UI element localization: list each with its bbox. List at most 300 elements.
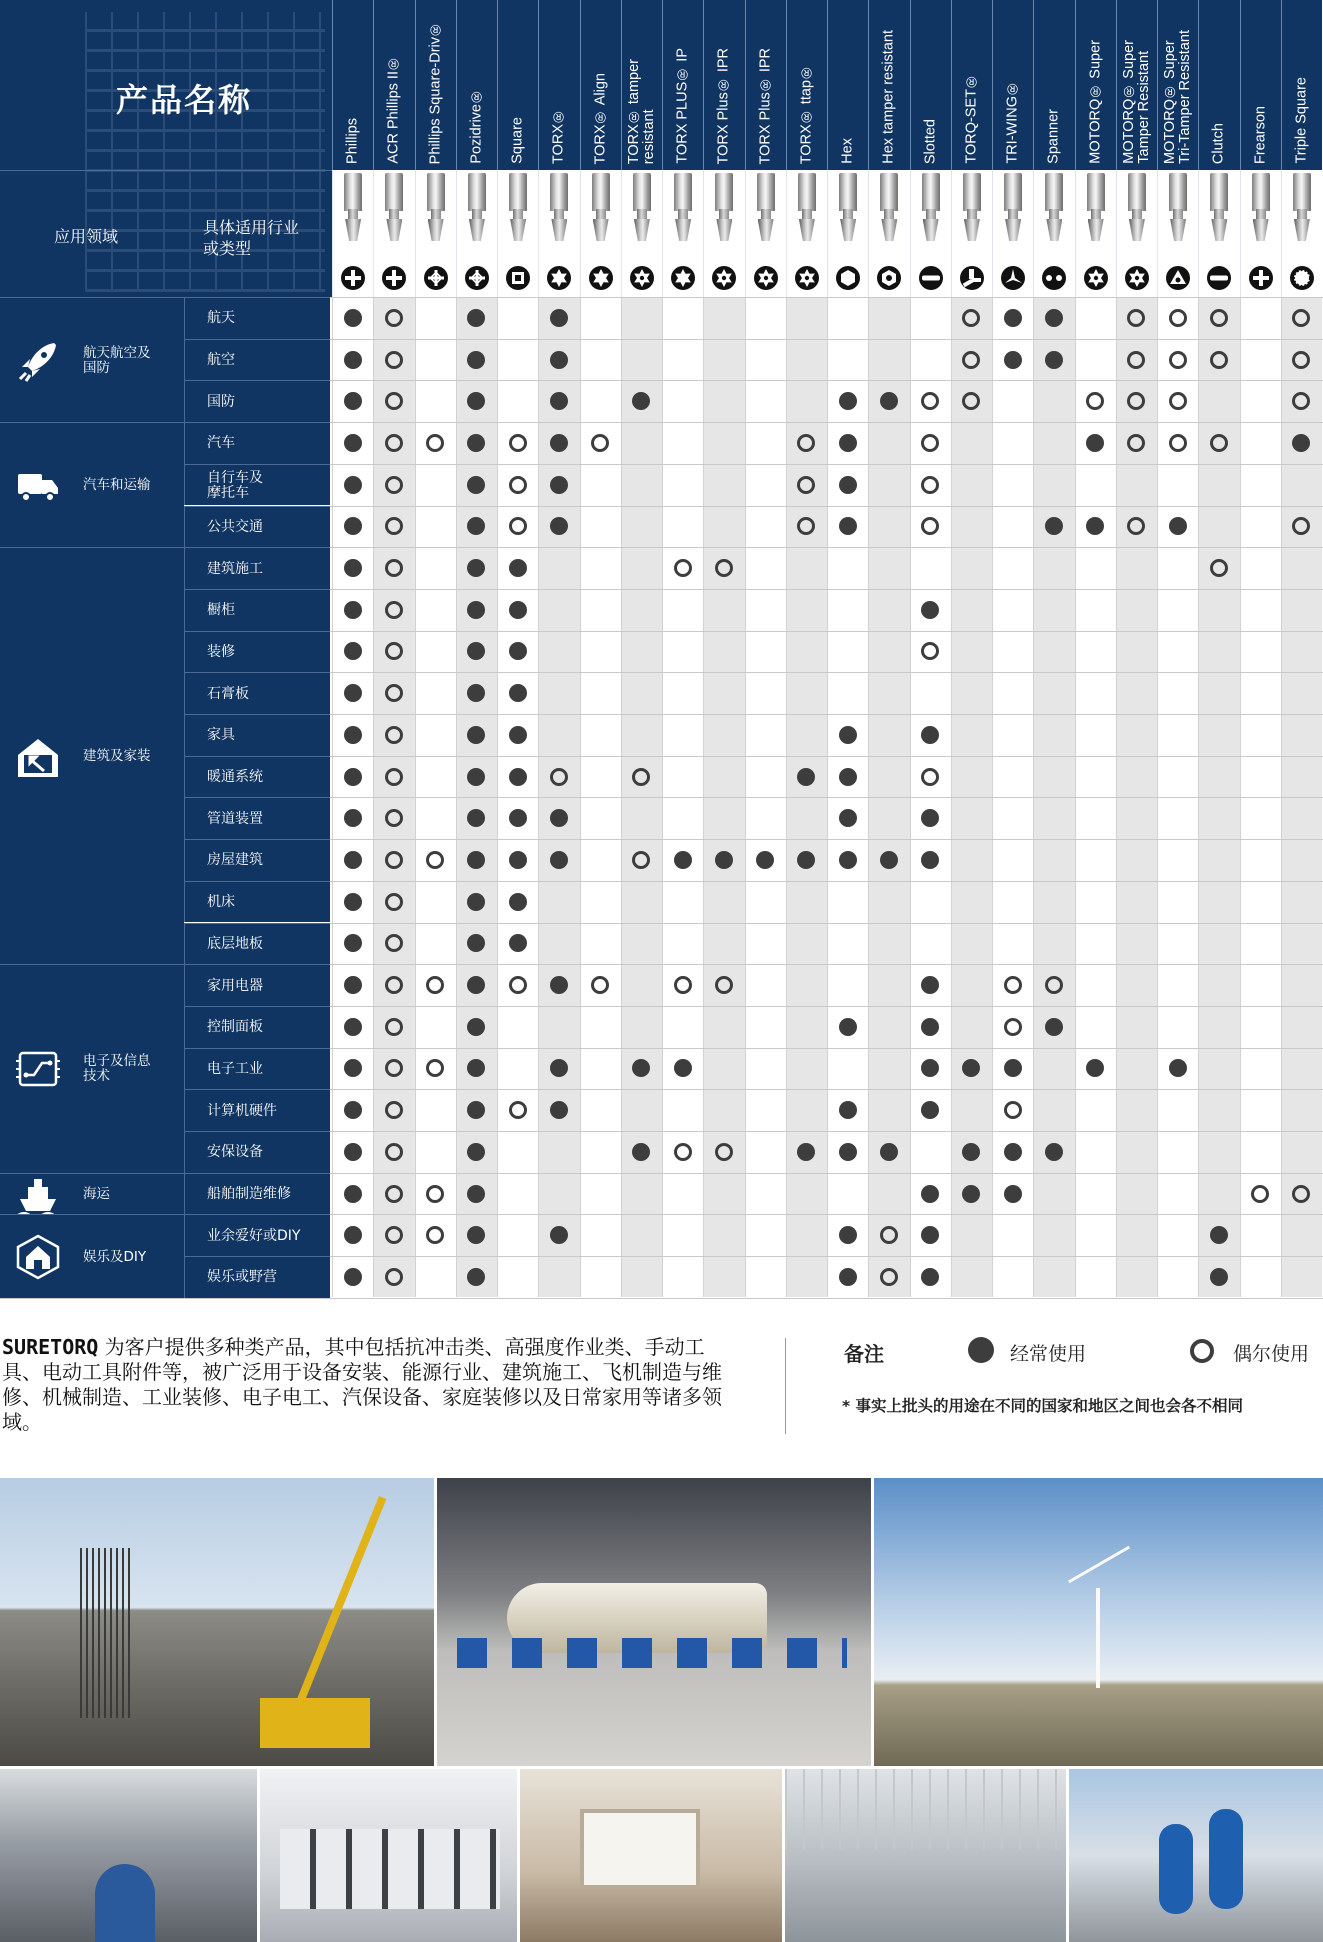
frequent-use-dot (550, 976, 568, 994)
frequent-use-dot (839, 768, 857, 786)
drive-header-18 (1075, 0, 1116, 170)
drive-type-label: Hex (839, 138, 856, 164)
screwdriver-bit-icon (1126, 173, 1148, 243)
industry-cell (184, 839, 330, 881)
row-divider (330, 1048, 1323, 1049)
occasional-use-dot (550, 768, 568, 786)
occasional-use-dot (1210, 351, 1228, 369)
occasional-use-dot (1127, 392, 1145, 410)
occasional-use-dot (385, 726, 403, 744)
occasional-use-dot (426, 1059, 444, 1077)
category-cell (0, 1214, 184, 1297)
torx-ttap-icon (794, 265, 820, 291)
drive-header-2 (415, 0, 456, 170)
industry-cell (184, 506, 330, 548)
usage-note: * 事实上批头的用途在不同的国家和地区之间也会各不相同 (842, 1397, 1244, 1415)
industry-label: 国防 (207, 393, 235, 410)
industry-label: 公共交通 (207, 518, 263, 535)
industry-cell (184, 1089, 330, 1131)
motorq-tri-icon (1165, 265, 1191, 291)
drive-header-17 (1033, 0, 1074, 170)
drive-header-20 (1157, 0, 1198, 170)
occasional-use-dot (385, 1268, 403, 1286)
occasional-use-dot (385, 476, 403, 494)
industry-label: 具体适用行业 或类型 (203, 218, 300, 258)
occasional-use-dot (1004, 1018, 1022, 1036)
truck-icon (14, 462, 62, 510)
drive-type-label: Pozidrive® (468, 88, 485, 164)
industry-label: 汽车 (207, 435, 235, 452)
row-divider (330, 714, 1323, 715)
occasional-use-dot (921, 517, 939, 535)
frequent-use-dot (467, 309, 485, 327)
frequent-use-dot (921, 726, 939, 744)
frequent-use-dot (550, 351, 568, 369)
occasional-use-dot (715, 976, 733, 994)
frequent-use-dot (921, 1185, 939, 1203)
row-divider (330, 964, 1323, 965)
interior-renovation-photo (520, 1769, 782, 1942)
frequent-use-dot (550, 1059, 568, 1077)
header-divider (0, 170, 332, 171)
frequent-use-dot (880, 392, 898, 410)
frequent-use-dot (632, 1059, 650, 1077)
row-divider (330, 1256, 1323, 1257)
industry-label: 娱乐或野营 (207, 1269, 277, 1286)
row-divider (330, 1131, 1323, 1132)
pozidrive-icon (464, 265, 490, 291)
industry-cell (184, 631, 330, 673)
drive-type-label: MOTORQ® Super (1087, 40, 1104, 164)
drive-header-15 (951, 0, 992, 170)
industry-cell (184, 547, 330, 589)
drive-header-8 (662, 0, 703, 170)
frequent-use-dot (467, 1268, 485, 1286)
wind-turbines-photo (874, 1478, 1323, 1766)
occasional-use-dot (385, 684, 403, 702)
frequent-use-dot (715, 851, 733, 869)
frequent-use-dot (344, 1185, 362, 1203)
occasional-use-dot (797, 434, 815, 452)
frequent-use-dot-icon (968, 1337, 994, 1363)
frequent-use-dot (550, 851, 568, 869)
category-cell (0, 964, 184, 1173)
occasional-use-dot (632, 768, 650, 786)
industry-cell (184, 380, 330, 422)
occasional-use-dot (385, 351, 403, 369)
frequent-use-dot (509, 684, 527, 702)
drive-type-label: TORX® Align (592, 72, 609, 164)
frequent-use-dot (550, 392, 568, 410)
motorq-icon (1083, 265, 1109, 291)
frequent-use-dot (550, 309, 568, 327)
table-bottom-line (0, 1298, 1323, 1299)
drive-header-19 (1116, 0, 1157, 170)
frequent-use-dot (467, 1143, 485, 1161)
torx-align-icon (588, 265, 614, 291)
tri-wing-icon (1000, 265, 1026, 291)
drive-type-label: Slotted (922, 118, 939, 164)
industry-cell (184, 1214, 330, 1256)
drive-type-label: Triple Square (1293, 77, 1310, 164)
drive-header-3 (456, 0, 497, 170)
occasional-use-dot (385, 392, 403, 410)
drive-header-21 (1198, 0, 1239, 170)
occasional-use-dot (1210, 309, 1228, 327)
row-divider (330, 464, 1323, 465)
frequent-use-dot (1292, 434, 1310, 452)
industry-cell (184, 422, 330, 464)
occasional-use-dot (921, 476, 939, 494)
frequent-use-dot (467, 601, 485, 619)
industry-cell (184, 714, 330, 756)
frequent-use-dot (1045, 309, 1063, 327)
frequent-use-dot (509, 809, 527, 827)
frequent-use-dot (344, 809, 362, 827)
occasional-use-dot (385, 1185, 403, 1203)
frequent-use-dot (509, 726, 527, 744)
occasional-use-dot (962, 392, 980, 410)
triple-square-icon (1289, 265, 1315, 291)
frequent-use-dot (467, 351, 485, 369)
occasional-use-dot (921, 642, 939, 660)
occasional-use-dot (674, 559, 692, 577)
bit-image-cell (1198, 170, 1239, 297)
frequent-use-dot (797, 851, 815, 869)
occasional-use-dot (797, 476, 815, 494)
row-divider (330, 589, 1323, 590)
frequent-use-dot (632, 1143, 650, 1161)
legend-title: 备注 (844, 1342, 884, 1366)
frequent-use-dot (467, 768, 485, 786)
frequent-use-dot (839, 476, 857, 494)
frequent-use-dot (962, 1143, 980, 1161)
screwdriver-bit-icon (466, 173, 488, 243)
frequent-use-dot (921, 851, 939, 869)
industry-cell (184, 923, 330, 965)
industry-cell (184, 1131, 330, 1173)
frequent-use-dot (839, 434, 857, 452)
drive-header-10 (745, 0, 786, 170)
drive-header-0 (332, 0, 373, 170)
torq-set-icon (959, 265, 985, 291)
occasional-use-dot (385, 851, 403, 869)
car-repair-photo (0, 1769, 257, 1942)
frequent-use-dot (467, 517, 485, 535)
frequent-use-dot (839, 1268, 857, 1286)
drive-type-label: Phillips Square-Driv® (427, 20, 444, 164)
frequent-use-dot (1210, 1268, 1228, 1286)
occasional-use-dot (426, 976, 444, 994)
industry-label: 装修 (207, 643, 235, 660)
bit-image-cell (703, 170, 744, 297)
bit-image-cell (1116, 170, 1157, 297)
bit-image-cell (415, 170, 456, 297)
frequent-use-dot (921, 1226, 939, 1244)
drive-header-23 (1281, 0, 1322, 170)
occasional-use-dot (880, 1226, 898, 1244)
occasional-use-dot (1169, 434, 1187, 452)
bit-image-cell (786, 170, 827, 297)
drive-type-label: Phillips (344, 118, 361, 164)
occasional-use-dot (715, 559, 733, 577)
occasional-use-dot (385, 517, 403, 535)
hex-icon (835, 265, 861, 291)
frequent-use-dot (1004, 351, 1022, 369)
frequent-use-dot (797, 1143, 815, 1161)
frequent-use-dot (839, 726, 857, 744)
occasional-use-dot (385, 809, 403, 827)
frequent-use-dot (1004, 1185, 1022, 1203)
screwdriver-bit-icon (1085, 173, 1107, 243)
occasional-use-dot (715, 1143, 733, 1161)
bit-image-cell (538, 170, 579, 297)
frequent-use-dot (344, 351, 362, 369)
rocket-icon (14, 337, 62, 385)
occasional-use-dot (1086, 392, 1104, 410)
drive-type-label: TRI-WING® (1004, 80, 1021, 164)
screwdriver-bit-icon (1250, 173, 1272, 243)
torx-plus-ipr-tamper-icon (753, 265, 779, 291)
frequent-use-dot (344, 1018, 362, 1036)
frequent-use-dot (921, 809, 939, 827)
frequent-use-dot (344, 1226, 362, 1244)
drive-type-label: Spanner (1045, 109, 1062, 164)
occasional-use-dot (385, 934, 403, 952)
screwdriver-bit-icon (507, 173, 529, 243)
occasional-use-dot (426, 434, 444, 452)
row-divider (330, 839, 1323, 840)
frequent-use-dot (467, 1101, 485, 1119)
industry-label: 机床 (207, 894, 235, 911)
bit-image-cell (621, 170, 662, 297)
occasional-use-dot (509, 976, 527, 994)
frequent-use-dot (921, 1059, 939, 1077)
drive-type-label: Hex tamper resistant (880, 30, 897, 164)
occasional-use-dot (385, 1143, 403, 1161)
frequent-use-dot (550, 1101, 568, 1119)
category-cell (0, 297, 184, 422)
page-title: 产品名称 (116, 81, 253, 119)
frequent-use-dot (550, 476, 568, 494)
row-divider (330, 631, 1323, 632)
frequent-use-dot (344, 1268, 362, 1286)
industry-label: 房屋建筑 (207, 852, 263, 869)
occasional-use-dot (426, 851, 444, 869)
footer-divider (785, 1338, 786, 1434)
industry-label: 家具 (207, 727, 235, 744)
phillips-icon (340, 265, 366, 291)
frequent-use-dot (921, 1268, 939, 1286)
frequent-use-dot (1086, 517, 1104, 535)
frequent-use-dot (839, 851, 857, 869)
category-label: 汽车和运输 (83, 477, 151, 494)
legend-frequent-label: 经常使用 (1010, 1343, 1087, 1365)
frequent-use-dot (550, 434, 568, 452)
screwdriver-bit-icon (1291, 173, 1313, 243)
occasional-use-dot (1210, 434, 1228, 452)
occasional-use-dot (921, 768, 939, 786)
industry-label: 控制面板 (207, 1019, 263, 1036)
occasional-use-dot (426, 1226, 444, 1244)
industry-label: 船舶制造维修 (207, 1186, 291, 1203)
occasional-use-dot (385, 642, 403, 660)
frequent-use-dot (839, 1226, 857, 1244)
drive-type-label: Frearson (1252, 105, 1269, 164)
frequent-use-dot (921, 601, 939, 619)
drive-type-label: MOTORQ® Super Tri-Tamper Resistant (1162, 29, 1194, 164)
occasional-use-dot (385, 559, 403, 577)
screwdriver-bit-icon (961, 173, 983, 243)
occasional-use-dot (1169, 351, 1187, 369)
occasional-use-dot (509, 1101, 527, 1119)
frequent-use-dot (467, 1059, 485, 1077)
home-icon (14, 1233, 62, 1281)
house-tool-icon (14, 733, 62, 781)
frequent-use-dot (962, 1185, 980, 1203)
occasional-use-dot (921, 434, 939, 452)
frequent-use-dot (344, 476, 362, 494)
drive-type-label: TORQ-SET® (963, 73, 980, 164)
occasional-use-dot (962, 309, 980, 327)
bit-image-cell (373, 170, 414, 297)
field-label: 应用领域 (54, 227, 119, 246)
occasional-use-dot (1127, 309, 1145, 327)
screwdriver-bit-icon (755, 173, 777, 243)
occasional-use-dot (1210, 559, 1228, 577)
occasional-use-dot (509, 517, 527, 535)
industry-cell (184, 339, 330, 381)
screwdriver-bit-icon (713, 173, 735, 243)
drive-type-label: TORX Plus® IPR (715, 47, 732, 164)
occasional-use-dot (1292, 351, 1310, 369)
row-divider (330, 547, 1323, 548)
frequent-use-dot (509, 642, 527, 660)
screwdriver-bit-icon (1043, 173, 1065, 243)
bit-image-cell (1157, 170, 1198, 297)
occasional-use-dot (385, 601, 403, 619)
category-label: 娱乐及DIY (83, 1248, 147, 1265)
industry-label: 橱柜 (207, 602, 235, 619)
frequent-use-dot (509, 601, 527, 619)
category-cell (0, 422, 184, 547)
screwdriver-bit-icon (672, 173, 694, 243)
frequent-use-dot (509, 559, 527, 577)
description-text: 为客户提供多种类产品，其中包括抗冲击类、高强度作业类、手动工具、电动工具附件等，被广泛用于设备安装、能源行业、建筑施工、飞机制造与维修、机械制造、工业装修、电子电工、汽保设备、家庭装修以及日常家用等诸多领域。 (2, 1335, 722, 1434)
frequent-use-dot (344, 934, 362, 952)
frequent-use-dot (839, 1101, 857, 1119)
frequent-use-dot (344, 684, 362, 702)
occasional-use-dot (1004, 976, 1022, 994)
drive-header-7 (621, 0, 662, 170)
frequent-use-dot (467, 392, 485, 410)
frequent-use-dot (344, 434, 362, 452)
frequent-use-dot (839, 517, 857, 535)
screwdriver-bit-icon (590, 173, 612, 243)
drive-header-12 (827, 0, 868, 170)
frequent-use-dot (344, 893, 362, 911)
frequent-use-dot (921, 1018, 939, 1036)
industry-cell (184, 756, 330, 798)
row-divider (330, 380, 1323, 381)
drive-header-6 (580, 0, 621, 170)
frequent-use-dot (1210, 1226, 1228, 1244)
frequent-use-dot (344, 1143, 362, 1161)
bit-image-cell (1281, 170, 1322, 297)
bit-image-cell (827, 170, 868, 297)
electrical-workers-photo (1069, 1769, 1323, 1942)
drive-header-5 (538, 0, 579, 170)
brand-name: SURETORQ (2, 1335, 99, 1359)
occasional-use-dot (385, 309, 403, 327)
industry-label: 管道装置 (207, 810, 263, 827)
drive-header-13 (868, 0, 909, 170)
category-label: 海运 (83, 1186, 110, 1203)
frequent-use-dot (344, 517, 362, 535)
industry-cell (184, 464, 330, 506)
frequent-use-dot (839, 392, 857, 410)
drive-header-11 (786, 0, 827, 170)
frequent-use-dot (674, 851, 692, 869)
row-divider (330, 672, 1323, 673)
industry-label: 建筑施工 (207, 560, 263, 577)
industry-cell (184, 672, 330, 714)
bit-image-cell (910, 170, 951, 297)
row-divider (330, 506, 1323, 507)
drive-type-label: ACR Phillips II® (385, 55, 402, 164)
frequent-use-dot (467, 1018, 485, 1036)
drive-header-16 (992, 0, 1033, 170)
screwdriver-bit-icon (1002, 173, 1024, 243)
occasional-use-dot (632, 851, 650, 869)
occasional-use-dot (880, 1268, 898, 1286)
acr-phillips-icon (381, 265, 407, 291)
screwdriver-bit-icon (342, 173, 364, 243)
aircraft-assembly-photo (437, 1478, 871, 1766)
occasional-use-dot (1127, 434, 1145, 452)
bit-image-cell (951, 170, 992, 297)
drive-type-label: Square (509, 117, 526, 164)
frequent-use-dot (509, 934, 527, 952)
frequent-use-dot (344, 976, 362, 994)
occasional-use-dot (1292, 517, 1310, 535)
torx-icon (546, 265, 572, 291)
industry-cell (184, 964, 330, 1006)
frequent-use-dot (467, 893, 485, 911)
occasional-use-dot (797, 517, 815, 535)
row-divider (330, 1214, 1323, 1215)
occasional-use-dot (385, 893, 403, 911)
ship-icon (14, 1171, 62, 1219)
drive-header-1 (373, 0, 414, 170)
slotted-icon (918, 265, 944, 291)
frequent-use-dot (467, 684, 485, 702)
frequent-use-dot (550, 517, 568, 535)
screwdriver-bit-icon (631, 173, 653, 243)
occasional-use-dot (1292, 392, 1310, 410)
bit-image-cell (745, 170, 786, 297)
frequent-use-dot (467, 434, 485, 452)
occasional-use-dot (385, 1059, 403, 1077)
frequent-use-dot (674, 1059, 692, 1077)
row-divider (330, 923, 1323, 924)
frequent-use-dot (921, 976, 939, 994)
drive-type-label: TORX® (550, 107, 567, 164)
torx-plus-ip-icon (670, 265, 696, 291)
bit-image-cell (332, 170, 373, 297)
occasional-use-dot (1251, 1185, 1269, 1203)
industry-label: 业余爱好或DIY (207, 1227, 301, 1244)
